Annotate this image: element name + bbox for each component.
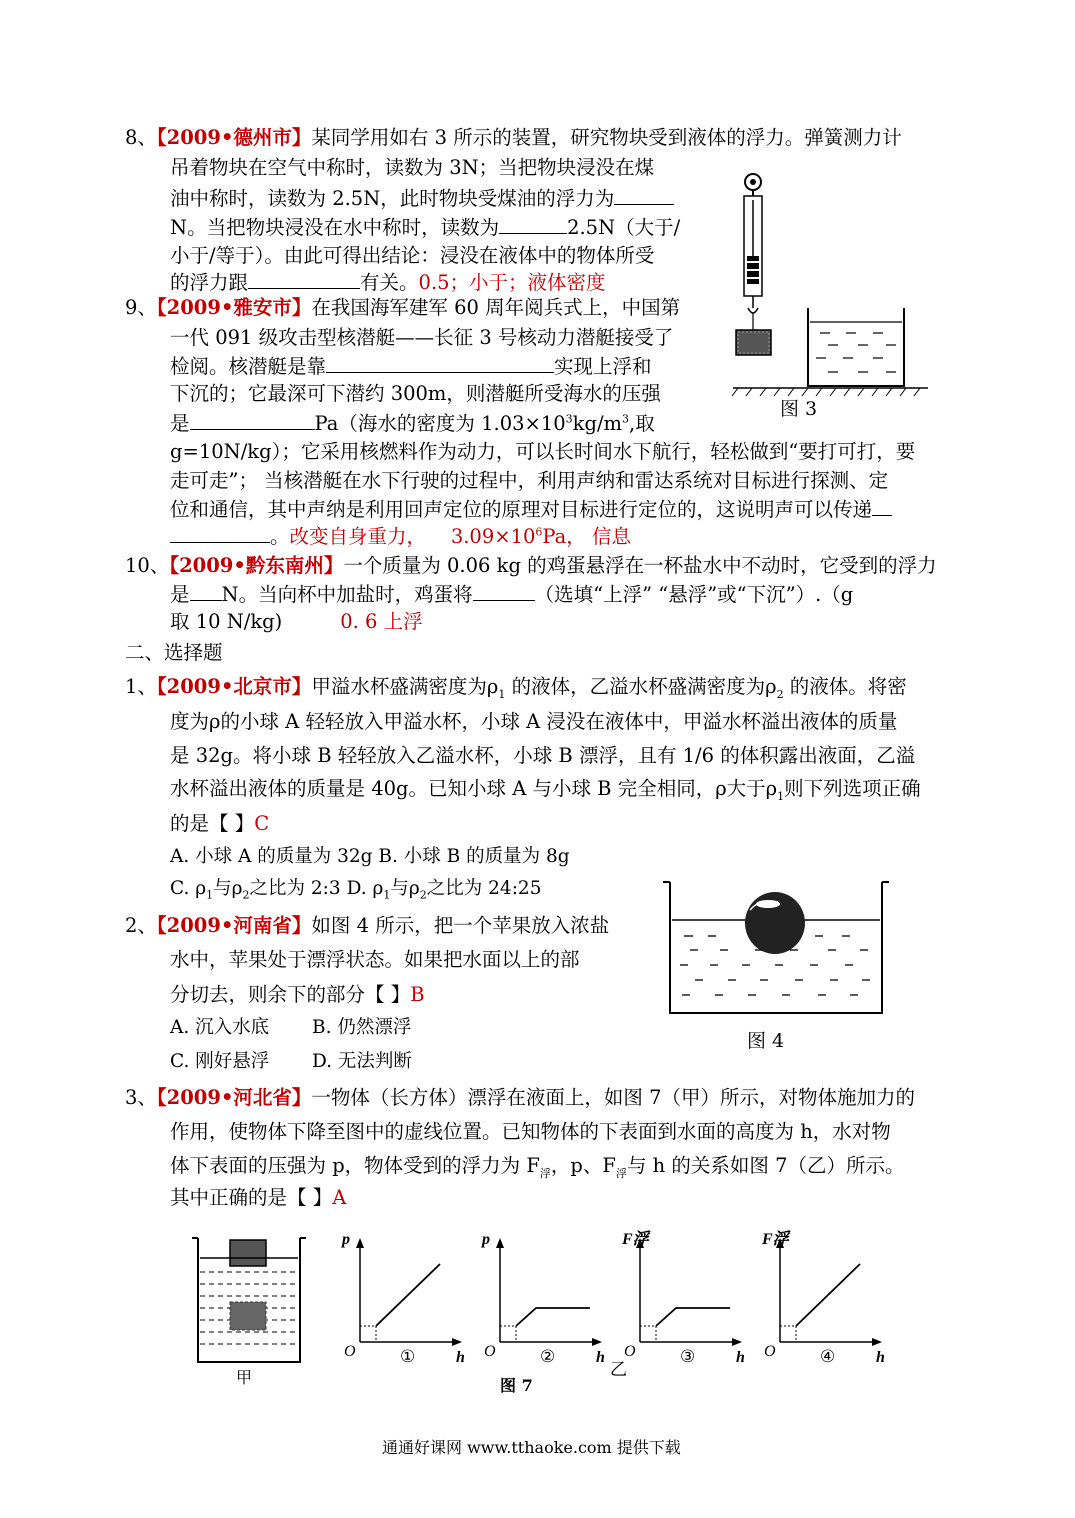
graph-number: ② <box>540 1347 556 1367</box>
q9-line7: 走可走”； 当核潜艇在水下行驶的过程中，利用声纳和雷达系统对目标进行探测、定 <box>170 469 889 492</box>
q9-line2: 一代 091 级攻击型核潜艇——长征 3 号核动力潜艇接受了 <box>170 326 674 349</box>
q8-line1: 8、【2009•德州市】某同学用如右 3 所示的装置，研究物块受到液体的浮力。弹簧测力计 <box>125 126 902 149</box>
x-axis-arrow <box>452 1338 462 1346</box>
answer: 0. 6 上浮 <box>340 610 423 633</box>
figure-3 <box>728 170 938 440</box>
c1-line1: 1、【2009•北京市】甲溢水杯盛满密度为$\rho_1$ 的液体，乙溢水杯盛满密度为$\rho_2$ 的液体。将密 <box>125 675 907 701</box>
graph-curve <box>376 1264 440 1326</box>
x-axis-arrow <box>592 1338 602 1346</box>
c1-line2: 度为ρ的小球 A 轻轻放入甲溢水杯，小球 A 浸没在液体中，甲溢水杯溢出液体的质量 <box>170 710 898 733</box>
c3-line1: 3、【2009•河北省】一物体（长方体）漂浮在液面上，如图 7（甲）所示，对物体施加力的 <box>125 1086 916 1109</box>
c2-line2: 水中，苹果处于漂浮状态。如果把水面以上的部 <box>170 948 580 971</box>
origin-label: O <box>344 1343 356 1360</box>
c1-option-ab: A. 小球 A 的质量为 32g B. 小球 B 的质量为 8g <box>170 846 570 867</box>
answer: 改变自身重力， <box>289 525 427 548</box>
q8-line4: N。当把物块浸没在水中称时，读数为 2.5N（大于/ <box>170 216 681 239</box>
c2-line1: 2、【2009•河南省】如图 4 所示，把一个苹果放入浓盐 <box>125 914 610 937</box>
source-tag: 【2009•河北省】 <box>156 1086 312 1109</box>
origin-label: O <box>764 1343 776 1360</box>
figure-7-jia-label: 甲 <box>236 1368 253 1387</box>
figure-3-caption: 图 3 <box>780 398 818 420</box>
q10-line1: 10、【2009•黔东南州】一个质量为 0.06 kg 的鸡蛋悬浮在一杯盐水中不动时，它受到的浮力 <box>125 554 937 577</box>
blank <box>499 217 567 234</box>
c2-line3: 分切去，则余下的部分【 】B <box>170 983 425 1006</box>
figure-4 <box>660 878 895 1018</box>
q9-line1: 9、【2009•雅安市】在我国海军建军 60 周年阅兵式上，中国第 <box>125 296 681 319</box>
section-title: 二、选择题 <box>125 641 223 664</box>
x-axis-label: h <box>736 1349 745 1366</box>
graph-curve <box>656 1308 730 1326</box>
q9-line6: g=10N/kg）；它采用核燃料作为动力，可以长时间水下航行，轻松做到“要打可打，要 <box>170 440 916 463</box>
x-axis-label: h <box>456 1349 465 1366</box>
source-tag: 【2009•河南省】 <box>156 914 312 937</box>
c1-line4: 水杯溢出液体的质量是 40g。已知小球 A 与小球 B 完全相同，ρ大于$\rho_1$则下列选项正确 <box>170 777 921 803</box>
answer: 3.09×10 <box>450 525 536 548</box>
graph-curve <box>516 1308 590 1326</box>
figure-7-yi-label: 乙 <box>610 1360 627 1380</box>
answer: 0.5；小于；液体密度 <box>418 271 606 294</box>
blank <box>190 413 315 430</box>
blank <box>190 584 222 601</box>
c3-line2: 作用，使物体下降至图中的虚线位置。已知物体的下表面到水面的高度为 h，水对物 <box>170 1120 891 1143</box>
c1-option-cd: C. $\rho_1$与$\rho_2$之比为 2:3 D. $\rho_1$与$\rho_2$之比为 24:25 <box>170 878 542 902</box>
blank <box>614 188 674 205</box>
blank <box>473 584 535 601</box>
answer: C <box>254 812 270 835</box>
footer: 通通好课网 www.tthaoke.com 提供下载 <box>382 1438 681 1457</box>
source-tag: 【2009•北京市】 <box>156 675 312 698</box>
y-axis-label: p <box>482 1231 490 1248</box>
figure-4-caption: 图 4 <box>747 1030 785 1052</box>
x-axis-arrow <box>872 1338 882 1346</box>
q9-line8: 位和通信，其中声纳是利用回声定位的原理对目标进行定位的，这说明声可以传递 <box>170 499 892 520</box>
c3-line3: 体下表面的压强为 p，物体受到的浮力为 $F_浮$，p、$F_浮$与 h 的关系如图 7（乙）所示。 <box>170 1154 905 1180</box>
c2-option-a: A. 沉入水底 <box>170 1017 270 1038</box>
x-axis-label: h <box>876 1349 885 1366</box>
q10-line2: 是 N。当向杯中加盐时，鸡蛋将 （选填“上浮” “悬浮”或“下沉”）.（g <box>170 583 854 606</box>
q9-line5: 是 Pa（海水的密度为 $1.03\times 10^3kg/m^3$,取 <box>170 412 655 435</box>
graph-number: ① <box>400 1347 416 1367</box>
q10-line3: 取 10 N/kg) 0. 6 上浮 <box>170 610 423 633</box>
q8-line2: 吊着物块在空气中称时，读数为 3N；当把物块浸没在煤 <box>170 156 655 179</box>
source-tag: 【2009•雅安市】 <box>156 296 312 319</box>
y-axis-arrow <box>496 1238 504 1248</box>
graph-curve <box>796 1264 860 1326</box>
c2-option-b: B. 仍然漂浮 <box>312 1017 412 1038</box>
source-tag: 【2009•黔东南州】 <box>169 554 344 577</box>
figure-7-caption: 图 7 <box>500 1376 533 1395</box>
graph-number: ④ <box>820 1347 836 1367</box>
y-axis-label: p <box>342 1231 350 1248</box>
origin-label: O <box>624 1343 636 1360</box>
c1-line3: 是 32g。将小球 B 轻轻放入乙溢水杯，小球 B 漂浮，且有 1/6 的体积露出液面，乙溢 <box>170 744 916 767</box>
source-tag: 【2009•德州市】 <box>156 126 312 149</box>
q9-line9: 。改变自身重力， $3.09\times 10^6Pa$， 信息 <box>170 526 631 547</box>
graph-number: ③ <box>680 1347 696 1367</box>
y-axis-arrow <box>356 1238 364 1248</box>
c3-line4: 其中正确的是【 】A <box>170 1186 347 1209</box>
q9-line3: 检阅。核潜艇是靠 实现上浮和 <box>170 355 652 378</box>
q8-line3: 油中称时，读数为 2.5N，此时物块受煤油的浮力为 <box>170 188 674 209</box>
blank <box>872 499 892 516</box>
q8-line6: 的浮力跟 有关。0.5；小于；液体密度 <box>170 271 606 294</box>
x-axis-label: h <box>596 1349 605 1366</box>
x-axis-arrow <box>732 1338 742 1346</box>
c2-option-c: C. 刚好悬浮 <box>170 1051 270 1072</box>
answer: Pa， 信息 <box>542 525 631 548</box>
answer: B <box>410 983 425 1006</box>
q9-line4: 下沉的；它最深可下潜约 300m，则潜艇所受海水的压强 <box>170 382 661 405</box>
answer: A <box>332 1186 347 1209</box>
y-axis-label: F浮 <box>762 1231 789 1248</box>
blank <box>170 526 270 543</box>
y-axis-label: F浮 <box>622 1231 649 1248</box>
c1-line5: 的是【 】C <box>170 812 270 835</box>
blank <box>248 272 360 289</box>
figure-7-jia <box>190 1230 310 1370</box>
c2-option-d: D. 无法判断 <box>312 1051 412 1072</box>
q8-line5: 小于/等于）。由此可得出结论：浸没在液体中的物体所受 <box>170 244 655 267</box>
origin-label: O <box>484 1343 496 1360</box>
blank <box>326 356 554 373</box>
